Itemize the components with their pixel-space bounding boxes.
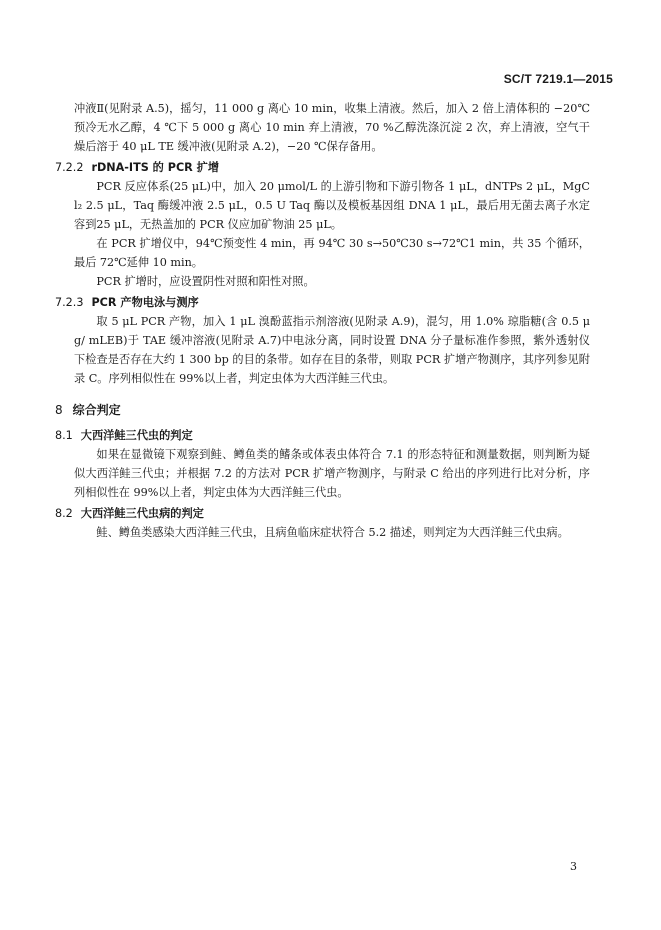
section-title: PCR 产物电泳与测序 (91, 296, 199, 309)
paragraph-parasite-judgement: 如果在显微镜下观察到鲑、鳟鱼类的鳍条或体表虫体符合 7.1 的形态特征和测量数据，则判断为疑似大西洋鲑三代虫；并根据 7.2 的方法对 PCR 扩增产物测序，与附录 C 给出的序列进行比对分析，序列相似性在 99%以上者，判定虫体为大西洋鲑三代虫。 (74, 448, 590, 499)
section-8-2-heading (55, 504, 590, 523)
paragraph-pcr-controls: PCR 扩增时，应设置阴性对照和阳性对照。 (96, 275, 315, 288)
section-number: 8.2 (55, 507, 73, 520)
section-7-2-3-heading (55, 293, 590, 312)
section-title: rDNA‑ITS 的 PCR 扩增 (91, 161, 220, 174)
chapter-number: 8 (55, 403, 63, 417)
chapter-title: 综合判定 (72, 403, 121, 417)
section-number: 8.1 (55, 429, 73, 442)
chapter-8-heading (55, 400, 590, 420)
section-7-2-2-heading (55, 158, 590, 177)
section-8-1-heading (55, 426, 590, 445)
section-number: 7.2.2 (55, 161, 84, 174)
standard-code-header: SC/T 7219.1—2015 (503, 72, 613, 86)
paragraph-extraction-continued: 冲液Ⅱ(见附录 A.5)，摇匀，11 000 g 离心 10 min，收集上清液。然后，加入 2 倍上清体积的 −20℃ 预冷无水乙醇，4 ℃下 5 000 g 离心 10 min 弃上清液，70 %乙醇洗涤沉淀 2 次，弃上清液，空气干燥后溶于 40 μL TE 缓冲液(见附录 A.2)，−20 ℃保存备用。 (74, 102, 590, 153)
paragraph-electrophoresis: 取 5 μL PCR 产物，加入 1 μL 溴酚蓝指示剂溶液(见附录 A.9)，混匀，用 1.0% 琼脂糖(含 0.5 μg/ mLEB)于 TAE 缓冲溶液(见附录 A.7)中电泳分离，同时设置 DNA 分子量标准作参照，紫外透射仪下检查是否存在大约 1 300 bp 的目的条带。如存在目的条带，则取 PCR 扩增产物测序，其序列参见附录 C。序列相似性在 99%以上者，判定虫体为大西洋鲑三代虫。 (74, 315, 590, 385)
paragraph-pcr-system: PCR 反应体系(25 μL)中，加入 20 μmol/L 的上游引物和下游引物各 1 μL，dNTPs 2 μL，MgCl₂ 2.5 μL，Taq 酶缓冲液 2.5 μL，0.5 U Taq 酶以及模板基因组 DNA 1 μL，最后用无菌去离子水定容到25 μL，无热盖加的 PCR 仪应加矿物油 25 μL。 (74, 180, 590, 231)
section-number: 7.2.3 (55, 296, 84, 309)
page-body (55, 99, 590, 542)
paragraph-disease-judgement: 鲑、鳟鱼类感染大西洋鲑三代虫，且病鱼临床症状符合 5.2 描述，则判定为大西洋鲑三代虫病。 (96, 526, 569, 539)
paragraph-pcr-program: 在 PCR 扩增仪中，94℃预变性 4 min，再 94℃ 30 s→50℃30 s→72℃1 min，共 35 个循环，最后 72℃延伸 10 min。 (74, 237, 590, 269)
section-title: 大西洋鲑三代虫的判定 (80, 429, 193, 442)
page-number: 3 (570, 860, 577, 873)
section-title: 大西洋鲑三代虫病的判定 (80, 507, 204, 520)
